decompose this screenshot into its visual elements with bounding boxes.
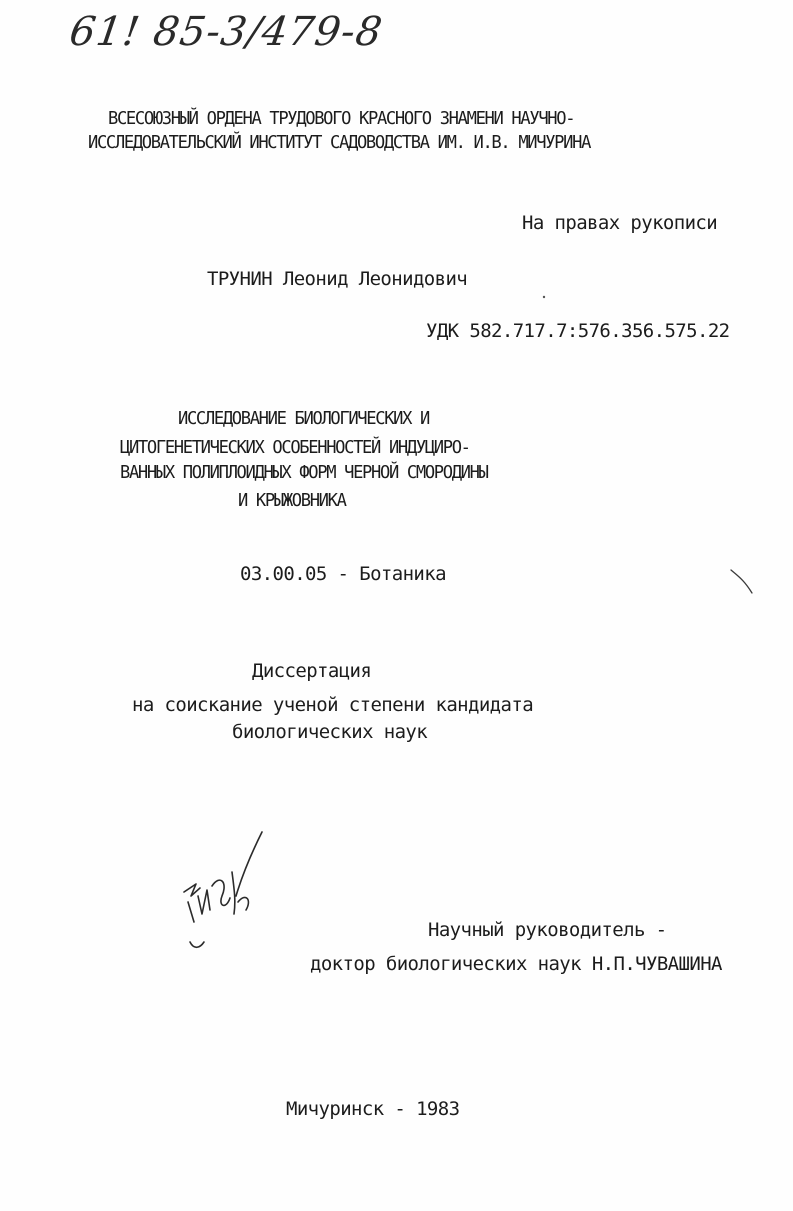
degree-line-1: Диссертация [252,660,372,682]
place-year: Мичуринск - 1983 [286,1098,460,1120]
degree-line-3: биологических наук [232,721,428,743]
archive-code: 61! 85-3/479-8 [66,9,386,55]
degree-line-2: на соискание ученой степени кандидата [132,694,534,716]
institution-line-1: ВСЕСОЮЗНЫЙ ОРДЕНА ТРУДОВОГО КРАСНОГО ЗНАМЕНИ НАУЧНО- [108,108,575,129]
udc-code: УДК 582.717.7:576.356.575.22 [426,320,730,342]
title-line-3: ВАННЫХ ПОЛИПЛОИДНЫХ ФОРМ ЧЕРНОЙ СМОРОДИНЫ [120,462,488,483]
title-line-4: И КРЫЖОВНИКА [238,490,346,511]
signature [176,826,276,954]
specialty-code: 03.00.05 - Ботаника [240,563,446,585]
ink-dot [540,293,548,301]
stray-mark [730,568,754,596]
supervisor-line-2: доктор биологических наук Н.П.ЧУВАШИНА [310,953,722,975]
supervisor-line-1: Научный руководитель - [428,919,667,941]
author-name: ТРУНИН Леонид Леонидович [207,268,468,290]
title-line-1: ИССЛЕДОВАНИЕ БИОЛОГИЧЕСКИХ И [178,408,430,429]
title-line-2: ЦИТОГЕНЕТИЧЕСКИХ ОСОБЕННОСТЕЙ ИНДУЦИРО- [120,437,470,458]
manuscript-rights-note: На правах рукописи [522,212,718,234]
institution-line-2: ИССЛЕДОВАТЕЛЬСКИЙ ИНСТИТУТ САДОВОДСТВА ИМ. И.В. МИЧУРИНА [88,132,591,153]
